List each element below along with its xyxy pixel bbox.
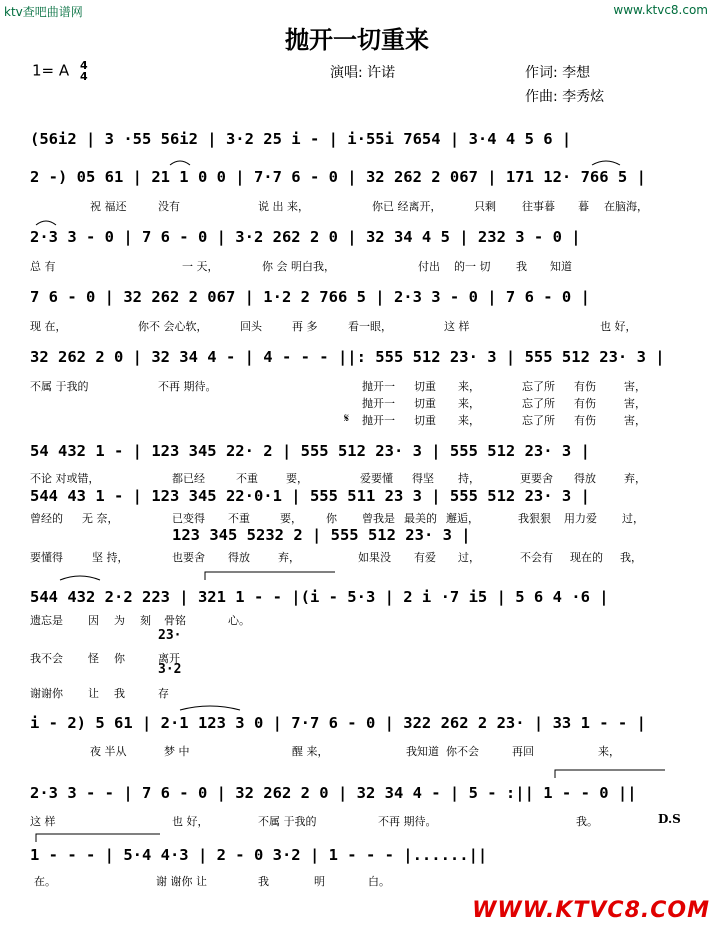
lyric: 不重 — [236, 472, 258, 485]
score-row-11: 2·3 3 - - | 7 6 - 0 | 32 262 2 0 | 32 34 4 - | 5 - :|| 1 - - 0 || — [30, 784, 637, 802]
lyric: 现 在， — [30, 320, 67, 333]
lyric: 没有 — [158, 200, 180, 213]
lyric: 得坚 — [412, 472, 434, 485]
lyric: 明 — [314, 875, 325, 888]
lyric: 切重 — [414, 380, 436, 393]
lyric: 我 — [114, 687, 125, 700]
lyric: 已变得 — [172, 512, 205, 525]
lyric: 再回 — [512, 745, 534, 758]
volta-bracket — [205, 572, 335, 580]
tie-mark — [592, 161, 620, 165]
score-row-2: 2 -) 05 61 | 21 1 0 0 | 7·7 6 - 0 | 32 262 2 067 | 171 12· 766 5 | — [30, 168, 646, 186]
lyric: 抛开一 — [362, 397, 395, 410]
lyric: 不重 — [228, 512, 250, 525]
lyric: 要， — [280, 512, 302, 525]
page-title: 抛开一切重来 — [285, 25, 429, 54]
score-row-9: 544 432 2·2 223 | 321 1 - - |(i - 5·3 | 2 i ·7 i5 | 5 6 4 ·6 | — [30, 588, 609, 606]
lyric: 梦 中 — [164, 745, 190, 758]
lyric: 抛开一 — [362, 414, 395, 427]
lyric: 我狠狠 — [518, 512, 551, 525]
score-row-1: (56i2 | 3 ·55 56i2 | 3·2 25 i - | i·55i 7654 | 3·4 4 5 6 | — [30, 130, 572, 148]
key-label: 1= A — [32, 61, 70, 80]
lyric: 你 — [326, 512, 337, 525]
lyric: 白。 — [368, 875, 390, 888]
lyric: 邂逅， — [446, 512, 479, 525]
alt-notes-1: 23· — [158, 628, 182, 643]
lyric: 总 有 — [30, 260, 56, 273]
lyricist-credit: 作词: 李想 — [525, 65, 591, 81]
lyric: 让 — [88, 687, 99, 700]
lyric: 我， — [620, 551, 642, 564]
segno-icon: 𝄋 — [344, 411, 350, 425]
tie-mark — [36, 221, 56, 225]
lyric: 有爱 — [414, 551, 436, 564]
lyric: 付出 — [418, 260, 440, 273]
lyric: 我。 — [576, 815, 598, 828]
lyric: 有伤 — [574, 380, 596, 393]
lyric: 忘了所 — [522, 397, 555, 410]
singer-credit: 演唱: 许诺 — [330, 65, 396, 81]
composer-credit: 作曲: 李秀炫 — [525, 89, 605, 105]
lyric: 回头 — [240, 320, 262, 333]
score-row-7: 544 43 1 - | 123 345 22·0·1 | 555 511 23 3 | 555 512 23· 3 | — [30, 487, 590, 505]
lyric: 在脑海， — [604, 200, 648, 213]
lyric: 有伤 — [574, 397, 596, 410]
alt-notes-2: 3·2 — [158, 662, 182, 677]
lyric: 不论 对或错， — [30, 472, 100, 485]
lyric: 来， — [458, 414, 480, 427]
lyric: 暮 — [578, 200, 589, 213]
lyric: 来， — [598, 745, 620, 758]
lyric: 最美的 — [404, 512, 437, 525]
tie-mark — [180, 706, 240, 710]
score-row-12: 1 - - - | 5·4 4·3 | 2 - 0 3·2 | 1 - - - |......|| — [30, 846, 488, 864]
lyric: 夜 半从 — [90, 745, 127, 758]
time-top: 4 — [79, 59, 88, 72]
lyric: 现在的 — [570, 551, 603, 564]
time-bottom: 4 — [79, 70, 88, 83]
lyric: 都已经 — [172, 472, 205, 485]
lyric: 也 好， — [172, 815, 209, 828]
lyric: 要， — [286, 472, 308, 485]
lyric: 也要舍 — [172, 551, 205, 564]
lyric: 坚 持， — [92, 551, 129, 564]
lyric: 持， — [458, 472, 480, 485]
lyric: 得放 — [574, 472, 596, 485]
lyric: 得放 — [228, 551, 250, 564]
site-url: www.ktvc8.com — [613, 3, 708, 17]
lyric: 再 多 — [292, 320, 318, 333]
lyric: 如果没 — [358, 551, 391, 564]
lyric: 切重 — [414, 397, 436, 410]
lyric: 我不会 — [30, 652, 63, 665]
tie-mark — [170, 161, 190, 165]
lyric: 离开 — [158, 652, 180, 665]
lyric: 不属 于我的 — [258, 815, 317, 828]
lyric: 你不会 — [446, 745, 479, 758]
lyric: 用力爱 — [564, 512, 597, 525]
lyric: 说 出 来， — [258, 200, 309, 213]
lyric: 一 天， — [182, 260, 219, 273]
lyric: 为 — [114, 614, 125, 627]
lyric: 这 样 — [30, 815, 56, 828]
lyric: 看一眼， — [348, 320, 392, 333]
lyric: 不会有 — [520, 551, 553, 564]
lyric: 在。 — [34, 875, 56, 888]
lyric: 抛开一 — [362, 380, 395, 393]
volta-bracket — [555, 770, 665, 778]
score-row-6: 54 432 1 - | 123 345 22· 2 | 555 512 23· 3 | 555 512 23· 3 | — [30, 442, 590, 460]
lyric: 不再 期待。 — [158, 380, 217, 393]
tie-mark — [60, 576, 100, 580]
lyric: 存 — [158, 687, 169, 700]
lyric: 过， — [622, 512, 644, 525]
lyric: 你 会 明白我， — [262, 260, 335, 273]
lyric: 害， — [624, 397, 646, 410]
lyric: 怪 — [88, 652, 99, 665]
lyric: 只剩 — [474, 200, 496, 213]
lyric: 往事暮 — [522, 200, 555, 213]
lyric: 过， — [458, 551, 480, 564]
lyric: 心。 — [228, 614, 250, 627]
lyric: 也 好， — [600, 320, 637, 333]
lyric: 知道 — [550, 260, 572, 273]
lyric: 曾经的 — [30, 512, 63, 525]
score-row-5: 32 262 2 0 | 32 34 4 - | 4 - - - ||: 555 512 23· 3 | 555 512 23· 3 | — [30, 348, 665, 366]
lyric: 不再 期待。 — [378, 815, 437, 828]
lyric: 来， — [458, 397, 480, 410]
volta-bracket — [36, 834, 160, 842]
lyric: 要懂得 — [30, 551, 63, 564]
lyric: 害， — [624, 414, 646, 427]
lyric: 我知道 — [406, 745, 439, 758]
lyric: 弃， — [624, 472, 646, 485]
lyric: 醒 来， — [292, 745, 329, 758]
lyric: 来， — [458, 380, 480, 393]
lyric: 你 — [114, 652, 125, 665]
lyric: 的一 切 — [454, 260, 491, 273]
score-row-4: 7 6 - 0 | 32 262 2 067 | 1·2 2 766 5 | 2·3 3 - 0 | 7 6 - 0 | — [30, 288, 590, 306]
lyric: 谢 谢你 让 — [156, 875, 207, 888]
watermark-logo: WWW.KTVC8.COM — [472, 898, 710, 923]
score-row-8a: 123 345 5232 2 | 555 512 23· 3 | — [172, 526, 471, 544]
lyric: 因 — [88, 614, 99, 627]
lyric: 更要舍 — [520, 472, 553, 485]
lyric: 刻 — [140, 614, 151, 627]
lyric: 祝 福还 — [90, 200, 127, 213]
lyric: 害， — [624, 380, 646, 393]
lyric: 谢谢你 — [30, 687, 63, 700]
lyric: 我 — [258, 875, 269, 888]
lyric: 切重 — [414, 414, 436, 427]
lyric: 遗忘是 — [30, 614, 63, 627]
lyric: 曾我是 — [362, 512, 395, 525]
site-name: ktv查吧曲谱网 — [4, 5, 83, 19]
lyric: 你已 经离开， — [372, 200, 442, 213]
lyric: 有伤 — [574, 414, 596, 427]
lyric: 这 样 — [444, 320, 470, 333]
lyric: 忘了所 — [522, 414, 555, 427]
lyric: 爱要懂 — [360, 472, 393, 485]
score-row-3: 2·3 3 - 0 | 7 6 - 0 | 3·2 262 2 0 | 32 34 4 5 | 232 3 - 0 | — [30, 228, 581, 246]
lyric: 无 奈， — [82, 512, 119, 525]
lyric: 不属 于我的 — [30, 380, 89, 393]
lyric: 忘了所 — [522, 380, 555, 393]
score-row-10: i - 2) 5 61 | 2·1 123 3 0 | 7·7 6 - 0 | 322 262 2 23· | 33 1 - - | — [30, 714, 646, 732]
lyric: 骨铭 — [164, 614, 186, 627]
lyric: 我 — [516, 260, 527, 273]
lyric: 弃， — [278, 551, 300, 564]
ds-marking: D.S — [658, 812, 681, 826]
lyric: 你不 会心软， — [138, 320, 208, 333]
